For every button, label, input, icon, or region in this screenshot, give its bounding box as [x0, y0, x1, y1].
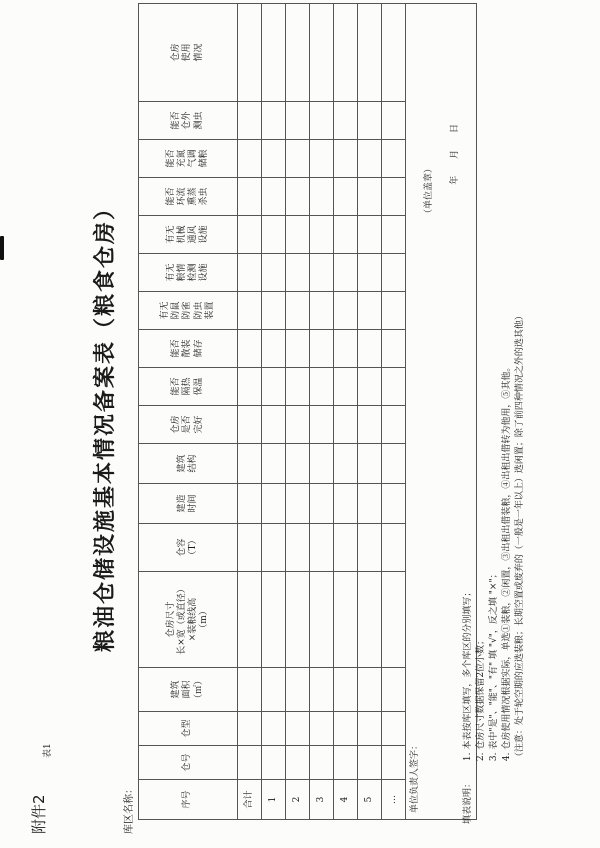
note-line: 4. 仓房使用情况根据实际，单选①装粮，②闲置，③出租出借装粮，④出租出借转为他用，⑤其他。 — [502, 362, 512, 762]
row-label: 合计 — [238, 780, 262, 820]
signature-label: 单位负责人签字： — [410, 740, 420, 813]
table-cell — [358, 216, 382, 254]
table-row — [382, 4, 406, 820]
table-cell — [238, 292, 262, 330]
table-cell — [382, 668, 406, 712]
table-cell — [382, 178, 406, 216]
table-cell — [238, 4, 262, 102]
table-cell — [382, 216, 406, 254]
table-cell — [334, 368, 358, 406]
table-cell — [334, 216, 358, 254]
table-cell — [334, 746, 358, 780]
table-cell — [358, 712, 382, 746]
table-cell — [262, 746, 286, 780]
table-cell — [382, 572, 406, 668]
notes-list — [462, 311, 527, 761]
table-cell — [286, 102, 310, 140]
table-cell — [286, 368, 310, 406]
table-cell — [238, 140, 262, 178]
col-bulk-storage: 能否 散装 储存 — [139, 330, 238, 368]
table-cell — [286, 178, 310, 216]
table-cell — [286, 746, 310, 780]
table-cell — [238, 746, 262, 780]
table-cell — [382, 140, 406, 178]
table-cell — [358, 4, 382, 102]
table-cell — [286, 254, 310, 292]
table-cell — [262, 524, 286, 572]
table-cell — [310, 746, 334, 780]
table-cell — [358, 178, 382, 216]
table-cell — [238, 444, 262, 484]
row-label: 4 — [334, 780, 358, 820]
table-cell — [262, 444, 286, 484]
table-cell — [262, 292, 286, 330]
col-structure: 建筑 结构 — [139, 444, 238, 484]
table-cell — [238, 572, 262, 668]
col-usage: 仓房 使用 情况 — [139, 4, 238, 102]
table-cell — [310, 330, 334, 368]
table-cell — [334, 178, 358, 216]
col-outside-pest-test: 能否 仓外 测虫 — [139, 102, 238, 140]
table-cell — [334, 140, 358, 178]
table-cell — [310, 178, 334, 216]
table-cell — [358, 292, 382, 330]
table-cell — [310, 140, 334, 178]
table-cell — [238, 216, 262, 254]
col-warehouse-no: 仓号 — [139, 746, 238, 780]
col-serial-no: 序号 — [139, 780, 238, 820]
table-cell — [286, 216, 310, 254]
table-cell — [334, 4, 358, 102]
table-cell — [334, 572, 358, 668]
table-cell — [310, 712, 334, 746]
table-cell — [238, 524, 262, 572]
table-cell — [334, 254, 358, 292]
table-cell — [358, 746, 382, 780]
table-cell — [310, 292, 334, 330]
table-cell — [358, 254, 382, 292]
table-cell — [358, 572, 382, 668]
row-label: 3 — [310, 780, 334, 820]
attachment-label: 附件2 — [30, 794, 48, 834]
table-cell — [358, 140, 382, 178]
table-row — [358, 4, 382, 820]
table-cell — [286, 712, 310, 746]
table-cell — [382, 712, 406, 746]
col-capacity: 仓容 （T） — [139, 524, 238, 572]
col-dimensions: 仓房尺寸 长×宽（或直径） ×装粮线高 （m） — [139, 572, 238, 668]
table-cell — [334, 712, 358, 746]
col-insulation: 能否 隔热 保温 — [139, 368, 238, 406]
table-cell — [382, 368, 406, 406]
table-cell — [310, 484, 334, 524]
table-cell — [238, 668, 262, 712]
table-cell — [334, 444, 358, 484]
note-line: 2. 仓房尺寸数据保留2位小数； — [476, 635, 486, 762]
row-label: 2 — [286, 780, 310, 820]
table-cell — [358, 368, 382, 406]
table-cell — [286, 572, 310, 668]
table-cell — [310, 4, 334, 102]
table-cell — [262, 330, 286, 368]
table-cell — [310, 254, 334, 292]
filling-notes — [462, 24, 527, 824]
table-number: 表1 — [43, 743, 53, 758]
table-cell — [334, 524, 358, 572]
table-cell — [238, 330, 262, 368]
table-cell — [262, 712, 286, 746]
table-cell — [334, 102, 358, 140]
table-cell — [262, 102, 286, 140]
table-cell — [262, 254, 286, 292]
table-cell — [262, 668, 286, 712]
note-line: （注意：处于轮空期的应选装粮；长期空置或废弃的（一般是一年以上）选闲置；除了前四种情况之外的选其他） — [515, 311, 525, 762]
col-floor-area: 建筑 面积 （㎡） — [139, 668, 238, 712]
col-build-time: 建造 时间 — [139, 484, 238, 524]
table-cell — [286, 292, 310, 330]
table-cell — [310, 216, 334, 254]
table-cell — [382, 406, 406, 444]
table-cell — [334, 406, 358, 444]
row-label: … — [382, 780, 406, 820]
table-cell — [382, 484, 406, 524]
table-header-row — [139, 4, 238, 820]
table-row — [334, 4, 358, 820]
table-cell — [286, 330, 310, 368]
table-cell — [286, 406, 310, 444]
note-line: 1. 本表按库区填写，多个库区的分别填写； — [463, 587, 473, 762]
table-cell — [286, 4, 310, 102]
table-cell — [358, 330, 382, 368]
notes-heading: 填表说明： — [463, 778, 473, 824]
table-cell — [334, 330, 358, 368]
table-cell — [262, 140, 286, 178]
table-cell — [310, 572, 334, 668]
depot-name-label: 库区名称： — [124, 784, 135, 834]
table-cell — [382, 746, 406, 780]
table-cell — [262, 216, 286, 254]
table-row — [262, 4, 286, 820]
col-intact: 仓房 是否 完好 — [139, 406, 238, 444]
date-label: 年 月 日 — [450, 124, 460, 185]
table-cell — [382, 330, 406, 368]
table-cell — [310, 406, 334, 444]
table-cell — [238, 484, 262, 524]
table-cell — [262, 406, 286, 444]
table-cell — [382, 4, 406, 102]
row-label: 5 — [358, 780, 382, 820]
col-nitrogen: 能否 充氮 气调 储粮 — [139, 140, 238, 178]
table-cell — [262, 484, 286, 524]
table-cell — [262, 368, 286, 406]
table-cell — [238, 712, 262, 746]
filing-table — [138, 3, 477, 820]
table-cell — [238, 254, 262, 292]
table-cell — [238, 406, 262, 444]
table-cell — [358, 524, 382, 572]
table-row — [238, 4, 262, 820]
table-cell — [358, 668, 382, 712]
table-cell — [358, 102, 382, 140]
col-mech-ventilation: 有无 机械 通风 设施 — [139, 216, 238, 254]
table-cell — [310, 368, 334, 406]
table-cell — [334, 668, 358, 712]
table-cell — [286, 524, 310, 572]
table-cell — [310, 524, 334, 572]
table-row — [310, 4, 334, 820]
table-cell — [286, 444, 310, 484]
table-cell — [262, 4, 286, 102]
col-warehouse-type: 仓型 — [139, 712, 238, 746]
table-cell — [382, 102, 406, 140]
table-cell — [358, 406, 382, 444]
table-cell — [382, 292, 406, 330]
table-cell — [334, 292, 358, 330]
table-cell — [310, 444, 334, 484]
table-row — [286, 4, 310, 820]
table-cell — [262, 178, 286, 216]
table-cell — [310, 102, 334, 140]
page-title: 粮油仓储设施基本情况备案表（粮食仓房） — [93, 196, 118, 653]
table-cell — [334, 484, 358, 524]
table-body — [238, 4, 477, 820]
note-line: 3. 表中"是"、"能"、"有" 填 "√"，反之填 "×"； — [489, 569, 499, 762]
col-fumigation: 能否 环流 熏蒸 杀虫 — [139, 178, 238, 216]
col-pest-guard: 有无 防鼠 防雀 防虫 装置 — [139, 292, 238, 330]
table-cell — [286, 668, 310, 712]
table-cell — [262, 572, 286, 668]
table-cell — [286, 140, 310, 178]
table-cell — [238, 178, 262, 216]
col-grain-monitor: 有无 粮情 检测 设施 — [139, 254, 238, 292]
seal-label: （单位盖章） — [424, 164, 434, 219]
table-cell — [382, 524, 406, 572]
table-cell — [358, 484, 382, 524]
table-cell — [310, 668, 334, 712]
table-cell — [382, 444, 406, 484]
table-cell — [238, 368, 262, 406]
row-label: 1 — [262, 780, 286, 820]
table-cell — [382, 254, 406, 292]
table-cell — [358, 444, 382, 484]
table-cell — [286, 484, 310, 524]
table-cell — [238, 102, 262, 140]
